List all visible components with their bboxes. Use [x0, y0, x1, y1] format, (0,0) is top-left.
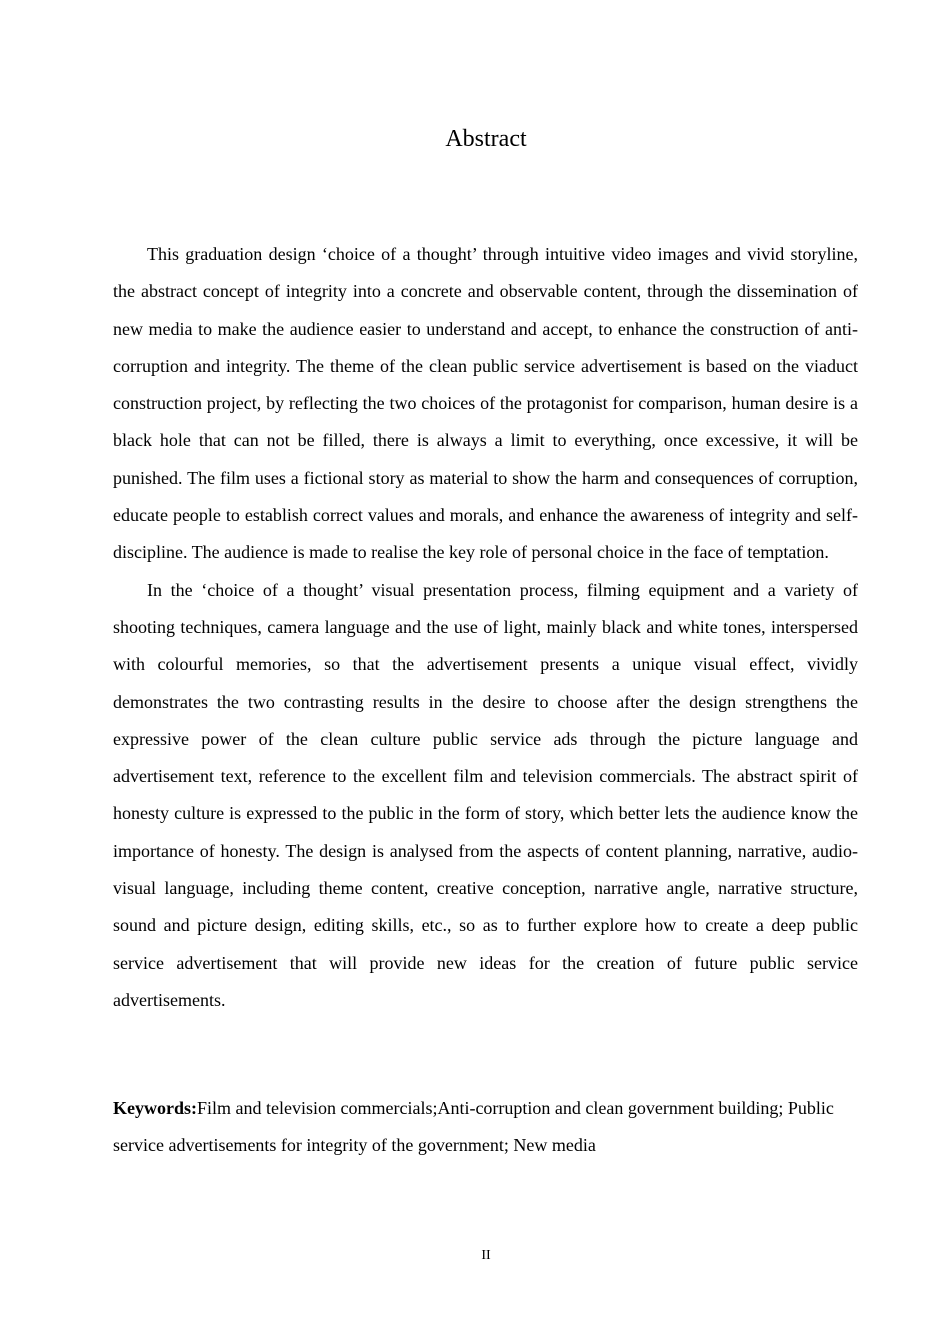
abstract-paragraph-2: In the ‘choice of a thought’ visual presentation process, filming equipment and a variety of shooting techniques, camera language and the use of light, mainly black and white tones, interspersed with colourful memories, so that the advertisement presents a unique visual effect, vividly demonstrates the two contrasting results in the desire to choose after the design strengthens the expressive power of the clean culture public service ads through the picture language and advertisement text, reference to the excellent film and television commercials. The abstract spirit of honesty culture is expressed to the public in the form of story, which better lets the audience know the importance of honesty. The design is analysed from the aspects of content planning, narrative, audio-visual language, including theme content, creative conception, narrative angle, narrative structure, sound and picture design, editing skills, etc., so as to further explore how to create a deep public service advertisement that will provide new ideas for the creation of future public service advertisements.: [113, 579, 858, 1010]
page-number: II: [481, 1248, 491, 1263]
page-title: Abstract: [445, 126, 527, 152]
abstract-body: [113, 236, 858, 1019]
keywords-label: Keywords:: [113, 1098, 197, 1118]
keywords-text: Film and television commercials;Anti-corruption and clean government building; Public service advertisements for integrity of the government; New media: [113, 1098, 834, 1156]
abstract-paragraph-1: This graduation design ‘choice of a thought’ through intuitive video images and vivid storyline, the abstract concept of integrity into a concrete and observable content, through the dissemination of new media to make the audience easier to understand and accept, to enhance the construction of anti-corruption and integrity. The theme of the clean public service advertisement is based on the viaduct construction project, by reflecting the two choices of the protagonist for comparison, human desire is a black hole that can not be filled, there is always a limit to everything, once excessive, it will be punished. The film uses a fictional story as material to show the harm and consequences of corruption, educate people to establish correct values and morals, and enhance the awareness of integrity and self-discipline. The audience is made to realise the key role of personal choice in the face of temptation.: [113, 244, 858, 563]
keywords-line: [113, 1090, 858, 1165]
